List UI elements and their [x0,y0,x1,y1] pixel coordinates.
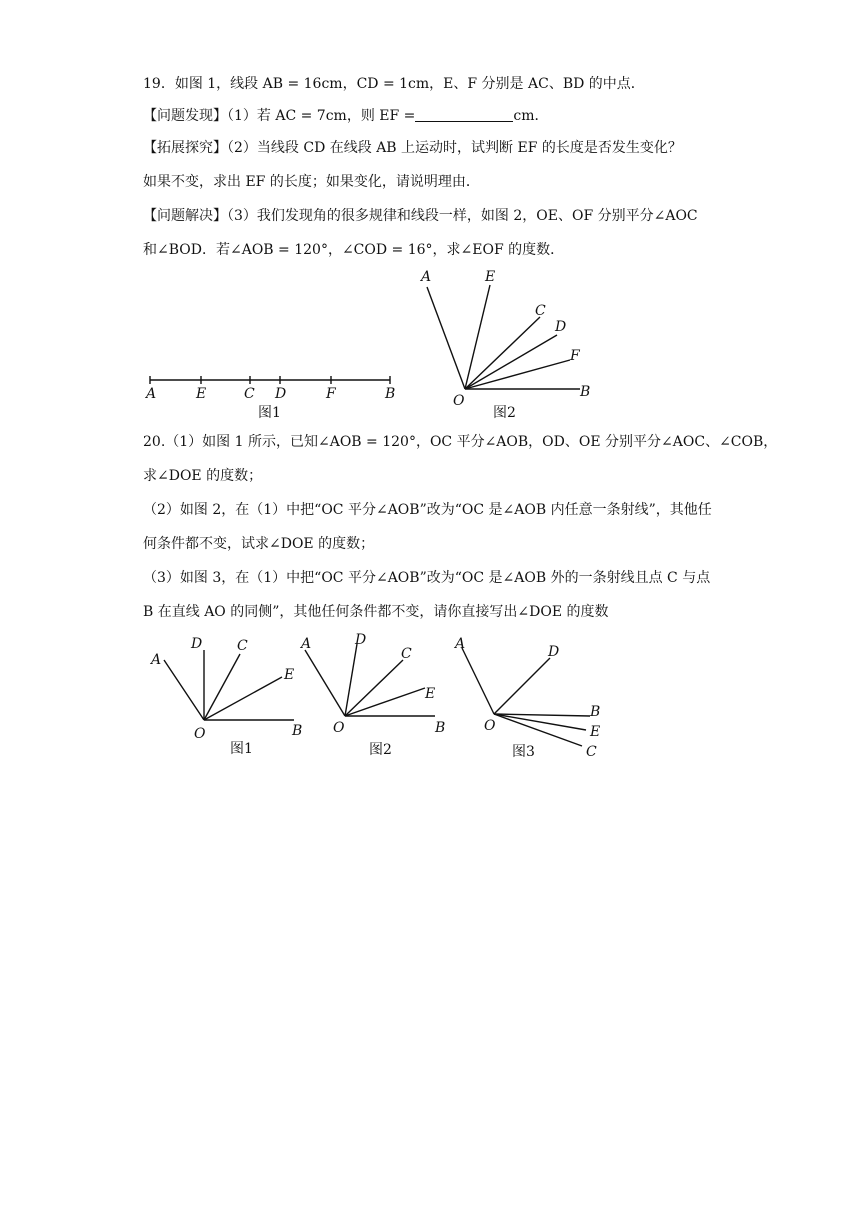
ray-label-e: E [590,724,601,740]
point-label-b: B [385,386,396,402]
vertex-label-o: O [484,718,496,734]
point-label-e: E [196,386,207,402]
answer-blank[interactable] [415,107,513,122]
ray-label-c: C [586,744,597,760]
q20-line-2: 求∠DOE 的度数； [143,468,263,484]
figure-caption: 图3 [512,744,535,760]
figure-caption: 图2 [369,742,392,758]
point-label-f: F [326,386,336,402]
ray-label-c: C [401,646,412,662]
q19-line-6: 和∠BOD．若∠AOB = 120°，∠COD = 16°，求∠EOF 的度数． [143,242,565,258]
vertex-label-o: O [194,726,206,742]
ray-label-e: E [485,269,496,285]
point-label-a: A [146,386,157,402]
ray-label-f: F [570,348,580,364]
q19-part1-text: 【问题发现】（1）若 AC = 7cm，则 EF = [143,108,416,124]
ray-label-c: C [535,303,546,319]
ray-label-b: B [590,704,601,720]
q19-line-3: 【拓展探究】（2）当线段 CD 在线段 AB 上运动时，试判断 EF 的长度是否发生变化？ [143,140,682,156]
q20-line-5: （3）如图 3，在（1）中把“OC 平分∠AOB”改为“OC 是∠AOB 外的一条射线且点 C 与点 [143,570,711,586]
point-label-c: C [244,386,255,402]
ray-label-d: D [548,644,560,660]
q20-line-4: 何条件都不变，试求∠DOE 的度数； [143,536,375,552]
q19-line-5: 【问题解决】（3）我们发现角的很多规律和线段一样，如图 2，OE、OF 分别平分∠AOC [143,208,698,224]
figure-caption: 图2 [493,405,516,421]
q19-line-1: 19．如图 1，线段 AB = 16cm，CD = 1cm，E、F 分别是 AC、BD 的中点． [143,76,645,92]
figure-caption: 图1 [230,741,253,757]
figure-caption: 图1 [258,405,281,421]
point-label-d: D [275,386,287,402]
q20-line-3: （2）如图 2，在（1）中把“OC 平分∠AOB”改为“OC 是∠AOB 内任意一条射线”，其他任 [143,502,712,518]
ray-label-e: E [425,686,436,702]
q20-line-6: B 在直线 AO 的同侧”，其他任何条件都不变，请你直接写出∠DOE 的度数 [143,604,609,620]
ray-label-b: B [292,723,303,739]
q19-figure-1 [140,365,410,425]
q19-line-2 [143,106,549,126]
ray-label-b: B [580,384,591,400]
ray-label-c: C [237,638,248,654]
q19-line-4: 如果不变，求出 EF 的长度；如果变化，请说明理由． [143,174,480,190]
ray-label-d: D [191,636,203,652]
q20-figure-2 [295,630,460,762]
q20-figure-3 [450,630,610,764]
q20-line-1: 20.（1）如图 1 所示，已知∠AOB = 120°，OC 平分∠AOB，OD、OE 分别平分∠AOC、∠COB， [143,434,778,450]
q19-figure-2 [415,265,605,425]
vertex-label-o: O [333,720,345,736]
ray-label-a: A [421,269,432,285]
ray-label-e: E [284,667,295,683]
ray-label-a: A [455,636,466,652]
ray-label-a: A [151,652,162,668]
ray-label-b: B [435,720,446,736]
q20-figure-1 [148,632,313,762]
vertex-label-o: O [453,393,465,409]
ray-label-a: A [301,636,312,652]
q19-part1-unit: cm． [513,108,549,124]
ray-label-d: D [355,632,367,648]
ray-label-d: D [555,319,567,335]
